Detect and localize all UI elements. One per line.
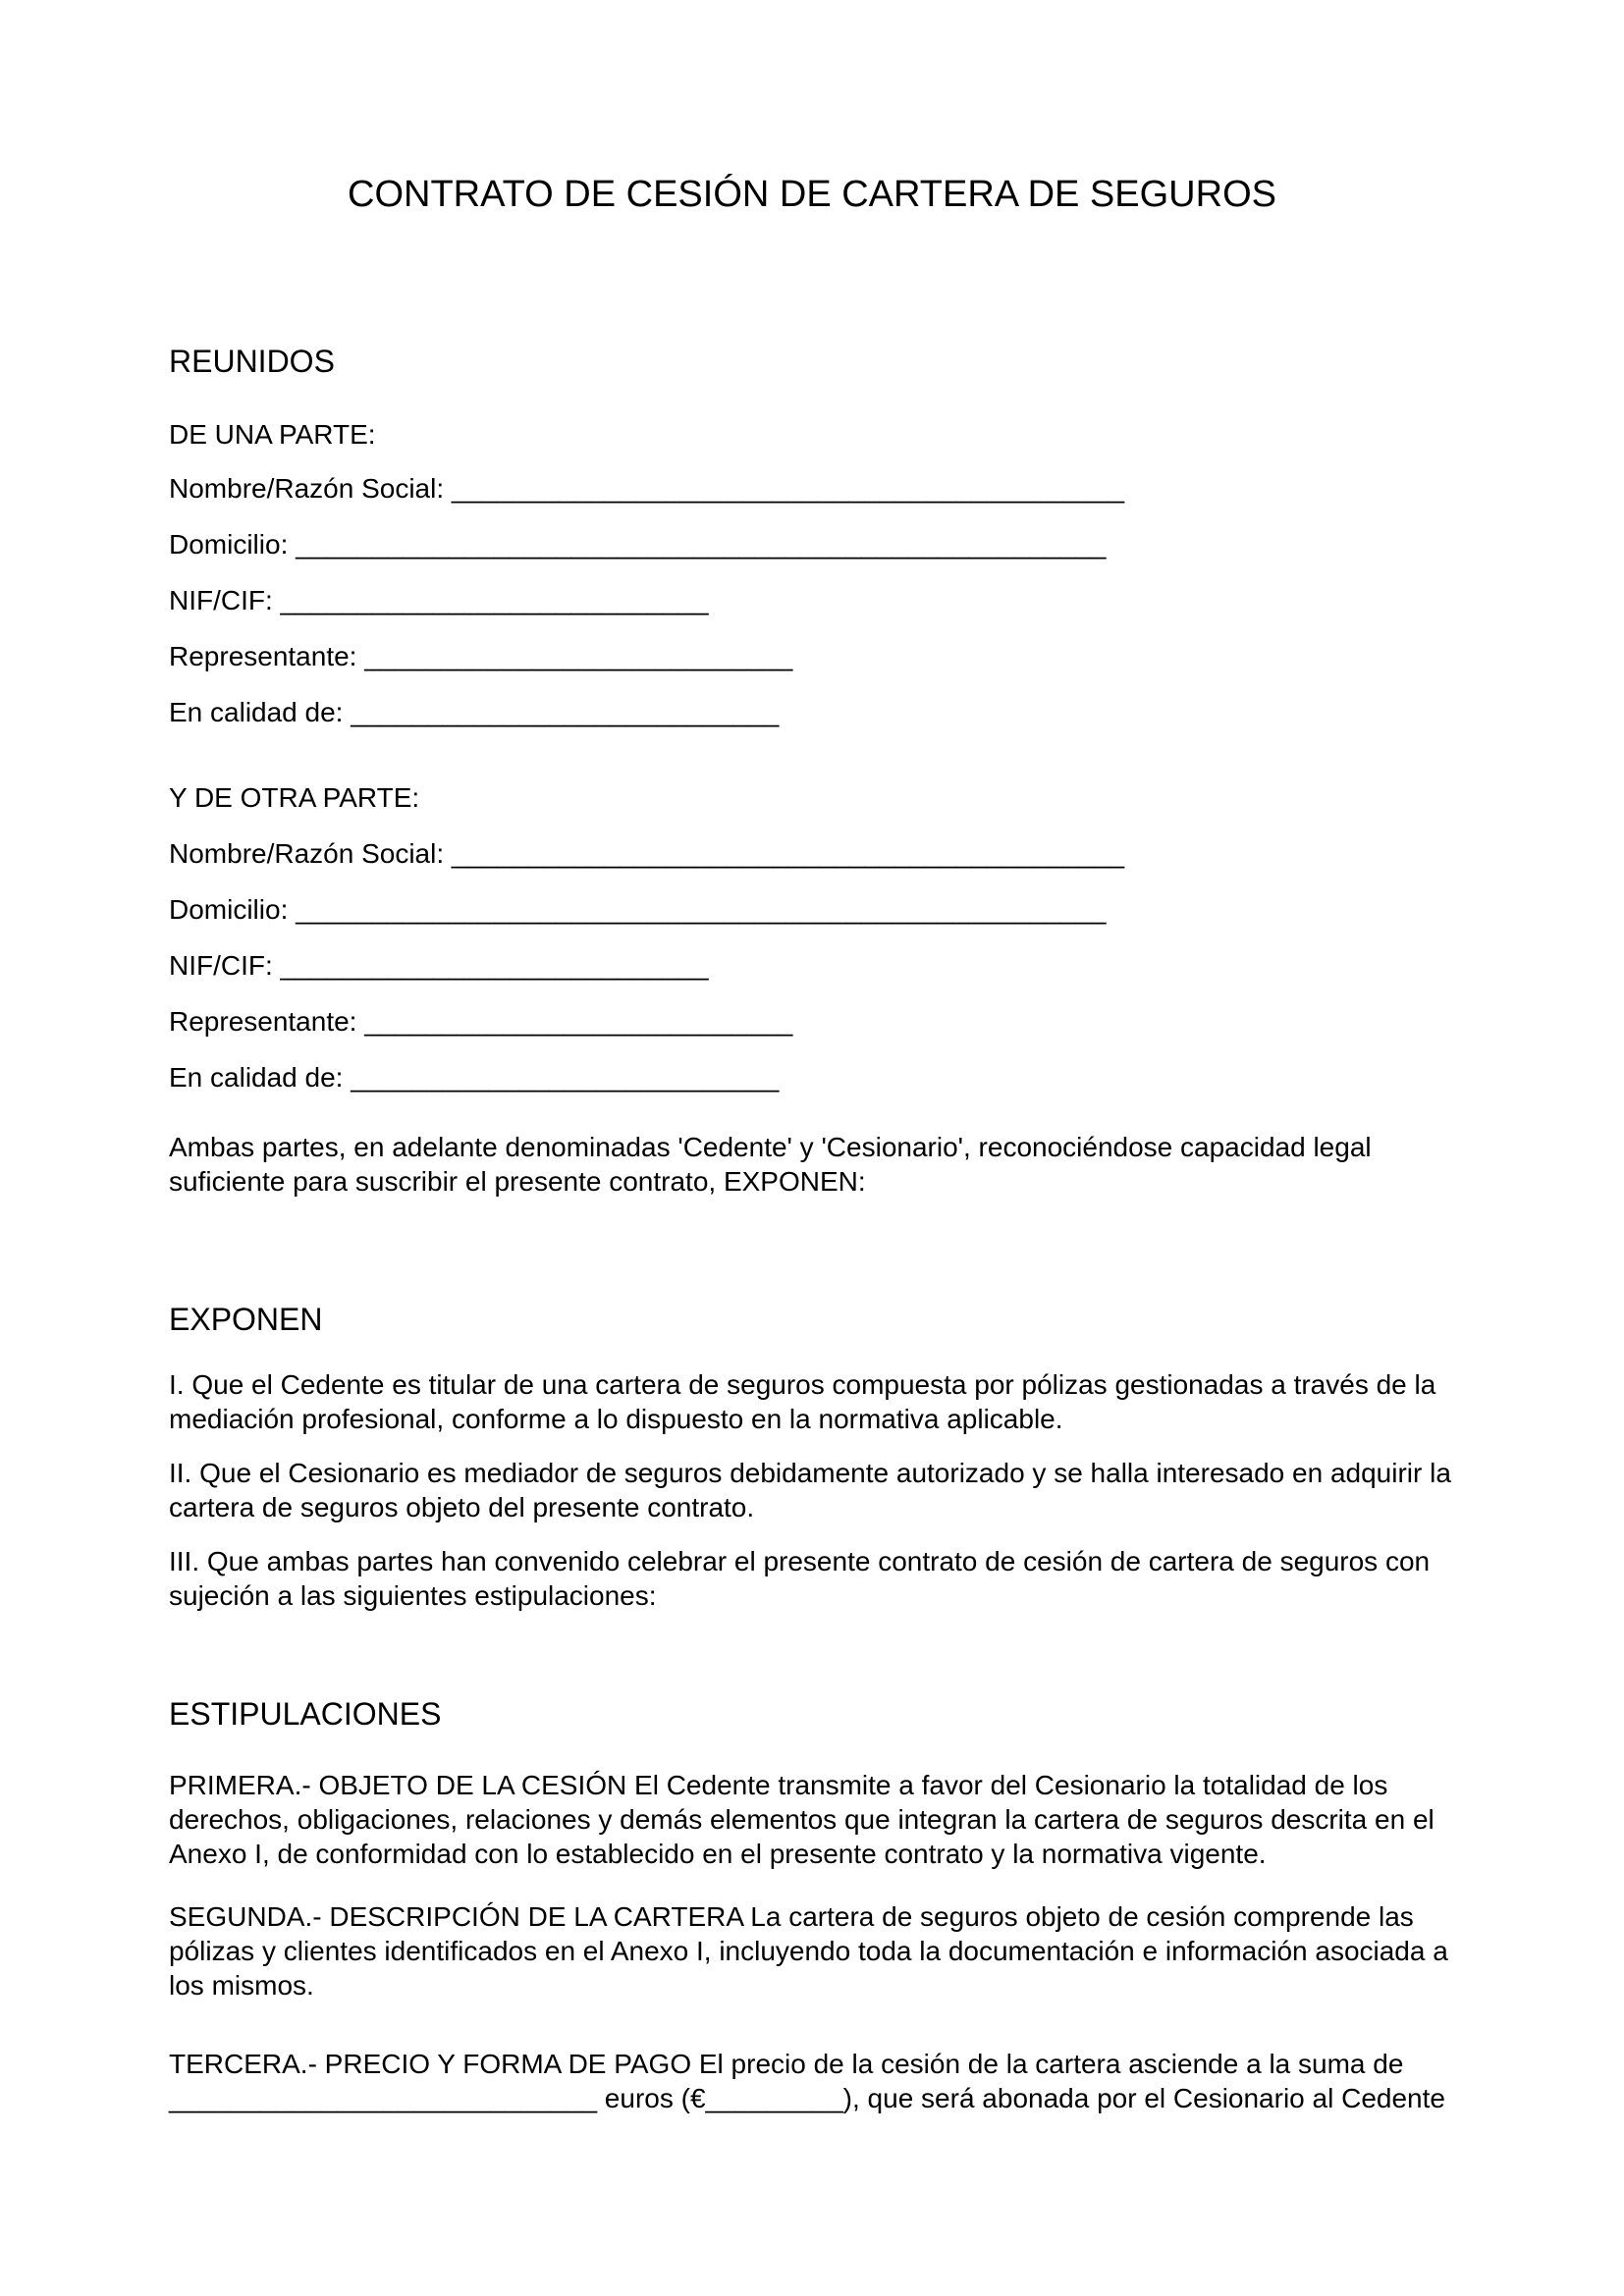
party-a-intro: DE UNA PARTE: [169,419,376,450]
exponen-item-1: I. Que el Cedente es titular de una cartera de seguros compuesta por pólizas gestionadas a través de la mediación profesional, conforme a lo dispuesto en la normativa aplicable. [169,1369,1436,1434]
section-heading-exponen: EXPONEN [169,1302,323,1337]
party-a-field-nombre-razon-social: Nombre/Razón Social: ____________________________________________ [169,473,1125,504]
parties-closing-paragraph: Ambas partes, en adelante denominadas 'Cedente' y 'Cesionario', reconociéndose capacidad legal suficiente para suscribir el presente contrato, EXPONEN: [169,1132,1372,1197]
party-a-field-en-calidad-de: En calidad de: ____________________________ [169,697,780,727]
party-b-field-nombre-razon-social: Nombre/Razón Social: ____________________________________________ [169,838,1125,869]
clause-tercera: TERCERA.- PRECIO Y FORMA DE PAGO El precio de la cesión de la cartera asciende a la suma de ____________________________ euros (€_________), que será abonada por el Cesionario al Cedente [169,2049,1445,2113]
party-b-field-nif-cif: NIF/CIF: ____________________________ [169,950,709,981]
section-heading-estipulaciones: ESTIPULACIONES [169,1696,442,1732]
party-b-intro: Y DE OTRA PARTE: [169,782,420,813]
clause-segunda: SEGUNDA.- DESCRIPCIÓN DE LA CARTERA La cartera de seguros objeto de cesión comprende las pólizas y clientes identificados en el Anexo I, incluyendo toda la documentación e información asociada a los mismos. [169,1901,1448,2001]
exponen-item-2: II. Que el Cesionario es mediador de seguros debidamente autorizado y se halla interesado en adquirir la cartera de seguros objeto del presente contrato. [169,1458,1451,1522]
party-a-field-domicilio: Domicilio: _____________________________________________________ [169,529,1107,560]
party-b-field-domicilio: Domicilio: _____________________________________________________ [169,894,1107,925]
section-heading-reunidos: REUNIDOS [169,344,335,379]
party-a-field-nif-cif: NIF/CIF: ____________________________ [169,585,709,615]
document-title: CONTRATO DE CESIÓN DE CARTERA DE SEGUROS [348,174,1276,215]
party-a-field-representante: Representante: ____________________________ [169,641,793,671]
clause-primera: PRIMERA.- OBJETO DE LA CESIÓN El Cedente transmite a favor del Cesionario la totalidad de los derechos, obligaciones, relaciones y demás elementos que integran la cartera de seguros descrita en el Anexo I, de conformidad con lo establecido en el presente contrato y la normativa vigente. [169,1770,1435,1869]
exponen-item-3: III. Que ambas partes han convenido celebrar el presente contrato de cesión de cartera de seguros con sujeción a las siguientes estipulaciones: [169,1546,1431,1611]
party-b-field-representante: Representante: ____________________________ [169,1006,793,1037]
party-b-field-en-calidad-de: En calidad de: ____________________________ [169,1062,780,1093]
